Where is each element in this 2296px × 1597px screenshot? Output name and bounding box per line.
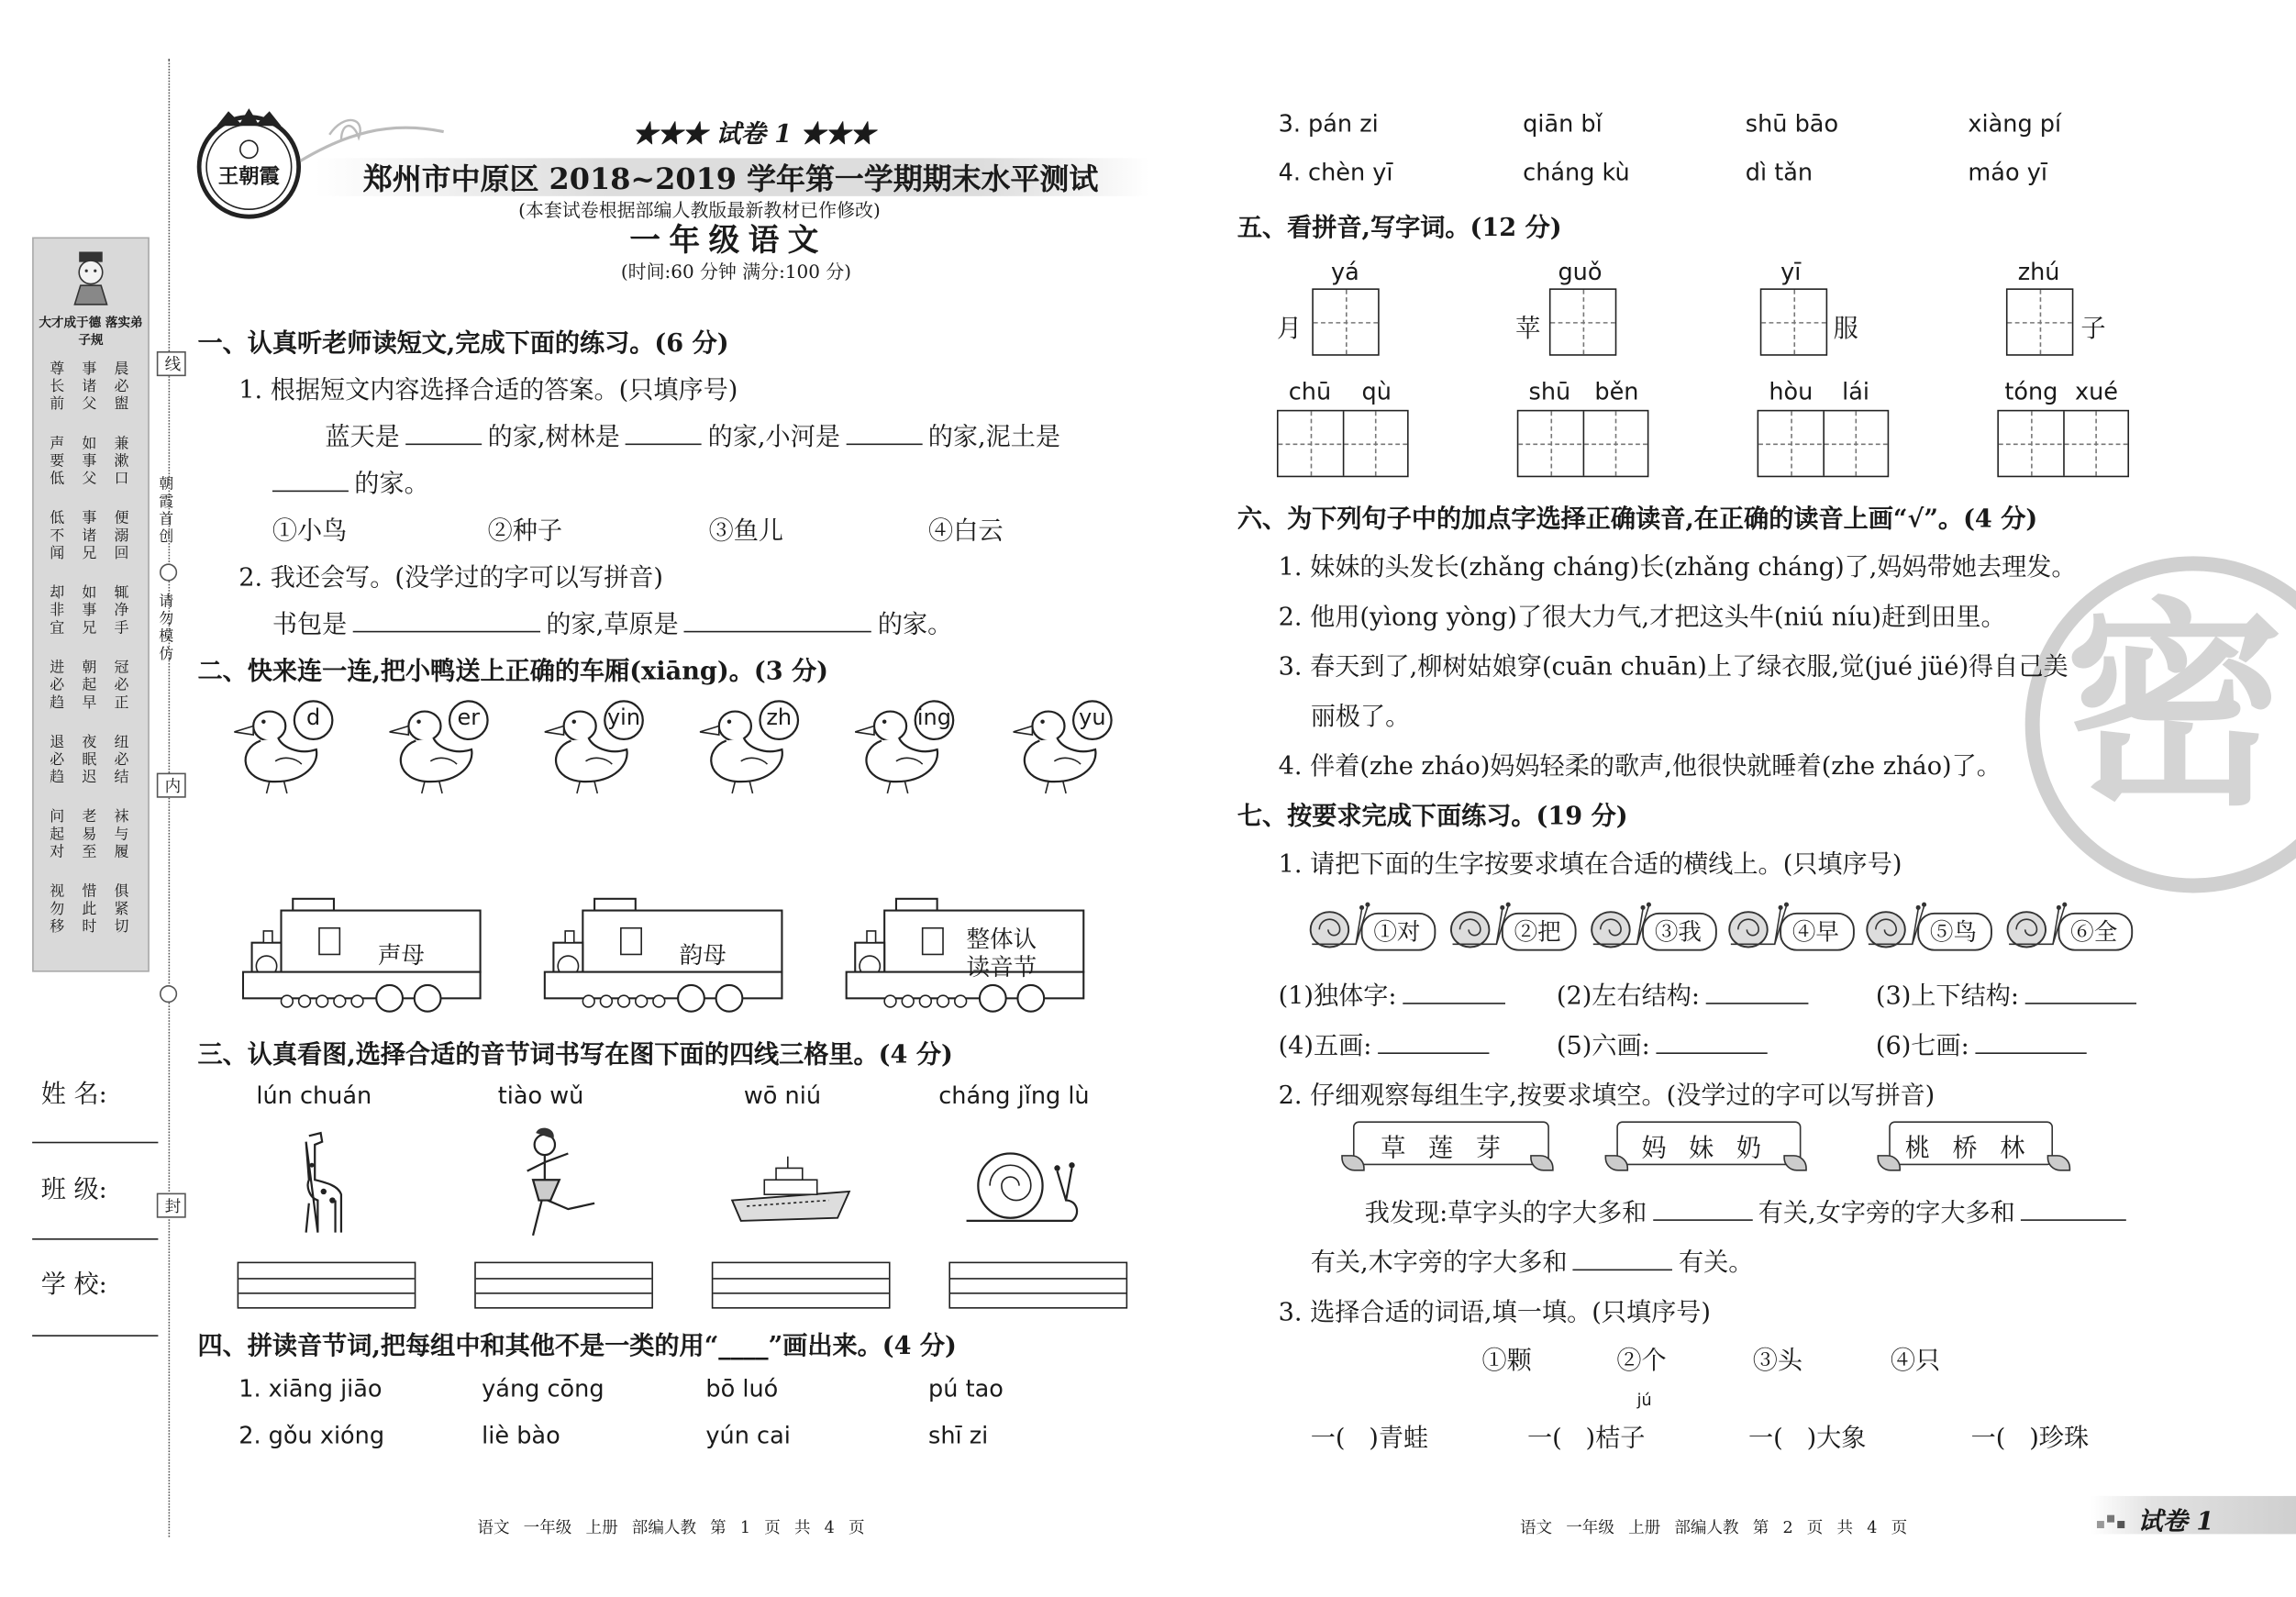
test-badge: ★★★ 试卷 1 ★★★ [632,119,875,150]
snail-char-card [1584,894,1719,953]
tian-grid-double[interactable] [1277,410,1409,477]
s5-double-py-a: chū [1288,377,1332,406]
motto-verse: 问 起 对 [50,809,65,861]
badge-squares-icon [2097,1508,2129,1537]
train-car[interactable] [238,896,486,1016]
motto-verse: 俱 紧 切 [114,883,129,936]
motto-verse: 晨 必 盥 [114,361,129,414]
duck[interactable] [852,697,970,797]
snail-char-label: ②把 [1514,917,1561,946]
s1-sentence-b [272,462,429,499]
writing-lines[interactable] [238,1262,416,1309]
section-6-title: 六、为下列句子中的加点字选择正确读音,在正确的读音上画“√”。(4 分) [1237,505,2038,535]
motto-verse: 进 必 趋 [50,660,65,712]
text: (3)上下结构: [1875,981,2019,1012]
motto-verse: 辄 净 手 [114,585,129,638]
snail-char-label: ⑥全 [2070,917,2118,946]
leaf-icon [1783,1149,1807,1179]
class-field-label: 班 级: [40,1175,107,1205]
motto-verse: 袜 与 履 [114,809,129,861]
s4-r4-c3[interactable]: dì tǎn [1745,158,1814,186]
s4-r1-c3[interactable]: bō luó [705,1374,779,1403]
snail-char-label: ⑤鸟 [1929,917,1978,946]
logo-text: 王朝霞 [217,165,280,189]
s7-question-1: 1. 请把下面的生字按要求填在合适的横线上。(只填序号) [1278,850,1902,881]
section-4-title: 四、拼读音节词,把每组中和其他不是一类的用“____”画出来。(4 分) [197,1332,957,1362]
left-footer: 语文 一年级 上册 部编人教 第 1 页 共 4 页 [477,1517,865,1537]
time-score: (时间:60 分钟 满分:100 分) [620,261,852,283]
vertical-note-1: 朝霞首创 [155,475,172,547]
s5-pinyin: yá [1331,257,1359,286]
motto-panel [32,238,150,972]
answer-blank[interactable] [1975,1029,2086,1054]
s4-r2-c3[interactable]: yún cai [705,1421,791,1449]
snail-char-label: ④早 [1791,917,1839,946]
train-car-label: 韵母 [679,941,727,970]
snail-char-card [1444,894,1579,953]
tian-grid-box[interactable] [1760,288,1827,355]
snail-char-card [2001,894,2135,953]
fill-1[interactable]: 一( )青蛙 [1310,1424,1429,1454]
s5-pre-char: 苹 [1515,315,1541,345]
page-badge-label: 试卷 1 [2137,1507,2214,1537]
answer-blank[interactable] [1656,1029,1767,1054]
s4-r3-c2[interactable]: qiān bǐ [1523,109,1603,139]
motto-verse: 如 事 父 [82,436,97,488]
s7-cat-5 [1557,1025,1773,1061]
tian-grid-double[interactable] [1758,410,1890,477]
s7-cat-1 [1279,975,1512,1012]
train-car-label: 声母 [377,941,425,970]
s4-r3-c4[interactable]: xiàng pí [1968,109,2062,139]
text: 的家,草原是 [546,610,679,640]
seal-label-3: 封 [157,1193,186,1218]
text: 的家,树林是 [487,423,620,453]
section-5-title: 五、看拼音,写字词。(12 分) [1237,213,1562,243]
writing-lines[interactable] [712,1262,891,1309]
motto-verse: 老 易 至 [82,809,97,861]
text: 书包是 [272,610,348,640]
motto-verse: 低 不 闻 [50,510,65,562]
motto-verse: 如 事 兄 [82,585,97,638]
seal-watermark-text: 密 [2064,578,2285,837]
s4-r3-c3[interactable]: shū bāo [1745,109,1839,139]
section-2-title: 二、快来连一连,把小鸭送上正确的车厢(xiāng)。(3 分) [197,657,829,687]
s4-r2-c2[interactable]: liè bào [482,1421,560,1449]
writing-lines[interactable] [948,1262,1127,1309]
measure-4: ④只 [1890,1347,1941,1377]
seal-label-2: 内 [157,773,186,798]
section-1-title: 一、认真听老师读短文,完成下面的练习。(6 分) [197,329,729,359]
exam-subtitle: (本套试卷根据部编人教版最新教材已作修改) [518,199,881,221]
char-group-text: 桃 桥 林 [1904,1134,2033,1164]
s7-find-b [1311,1241,1754,1278]
text: 的家,小河是 [707,423,840,453]
s5-double-py-b: běn [1594,377,1639,406]
section-3-title: 三、认真看图,选择合适的音节词书写在图下面的四线三格里。(4 分) [197,1040,953,1070]
snail-char-card [1722,894,1857,953]
motto-verse: 朝 起 早 [82,660,97,712]
seal-label-1: 线 [157,351,186,376]
duck-label: yu [1079,704,1106,731]
s7-cat-6 [1876,1025,2092,1061]
text: 的家。 [877,610,953,640]
answer-blank[interactable] [272,467,349,492]
text: (5)六画: [1556,1032,1650,1061]
name-field-line[interactable] [32,1142,158,1144]
scholar-cartoon-icon [66,250,116,306]
section-7-title: 七、按要求完成下面练习。(19 分) [1237,802,1628,832]
leaf-icon [1530,1149,1554,1179]
s5-double-py-b: qù [1361,377,1392,406]
snail-char-label: ①对 [1373,917,1421,946]
answer-blank[interactable] [626,420,702,445]
s3-word-2: tiào wǔ [497,1081,584,1110]
text: 的家。 [354,470,429,500]
char-group-box [1889,1121,2053,1165]
leaf-icon [2047,1149,2071,1179]
margin-circle-icon [160,985,177,1003]
s5-double-py-b: lái [1842,377,1870,406]
answer-blank[interactable] [1378,1029,1489,1054]
answer-blank[interactable] [1653,1196,1753,1221]
motto-verse: 尊 长 前 [50,361,65,414]
motto-verse: 事 诸 父 [82,361,97,414]
text: 的家,泥土是 [927,423,1061,453]
duck[interactable] [231,697,349,797]
tian-grid-double[interactable] [1517,410,1649,477]
s6-line-2[interactable]: 2. 他用(yìong yòng)了很大力气,才把这头牛(niú níu)赶到田里。 [1278,603,2006,633]
publisher-logo [191,105,308,223]
text: (2)左右结构: [1556,981,1701,1012]
text: 蓝天是 [325,423,400,453]
tian-grid-box[interactable] [1549,288,1616,355]
snail-char-label: ③我 [1654,917,1702,946]
motto-verse: 兼 漱 口 [114,436,129,488]
motto-verse: 声 要 低 [50,436,65,488]
s1-option-2: ②种子 [487,516,562,547]
motto-verse: 却 非 宜 [50,585,65,638]
answer-blank[interactable] [1705,980,1808,1004]
text: (4)五画: [1278,1032,1372,1061]
test-badge-label: 试卷 1 [715,119,793,150]
ju-annotation: jú [1636,1391,1652,1410]
leaf-icon [1877,1149,1901,1179]
text: (6)七画: [1875,1032,1969,1061]
s7-find-a [1365,1192,2133,1228]
s5-double-py-a: tóng [2004,377,2058,406]
motto-verse: 惜 此 时 [82,883,97,936]
tian-grid-double[interactable] [1997,410,2129,477]
ship-icon [727,1157,859,1237]
s7-cat-4 [1279,1025,1495,1061]
s4-r4-c2[interactable]: cháng kù [1523,158,1630,186]
s3-word-1: lún chuán [256,1081,372,1110]
s4-r4-c4[interactable]: máo yī [1968,158,2047,186]
answer-blank[interactable] [1573,1246,1673,1270]
margin-circle-icon [160,563,177,581]
duck[interactable] [697,697,815,797]
s1-sentence-c [272,603,952,639]
s1-sentence-a [325,416,1060,452]
exam-title: 郑州市中原区 2018~2019 学年第一学期期末水平测试 [362,161,1099,196]
s5-pre-char: 月 [1276,315,1303,345]
s5-post-char: 子 [2080,315,2106,345]
answer-blank[interactable] [846,420,922,445]
s6-line-4[interactable]: 4. 伴着(zhe zháo)妈妈轻柔的歌声,他很快就睡着(zhe zháo)了。 [1278,752,2002,782]
vertical-note-2: 请勿模仿 [155,593,172,663]
char-group-box [1353,1121,1549,1165]
char-group-text: 草 莲 芽 [1381,1134,1508,1164]
duck-label: yin [607,704,641,731]
tian-grid-box[interactable] [2006,288,2073,355]
char-group-box [1616,1121,1801,1165]
duck-label: zh [766,704,793,731]
s6-line-3[interactable]: 3. 春天到了,柳树姑娘穿(cuān chuān)上了绿衣服,觉(jué jüé)得自己美 [1278,652,2069,682]
s5-double-py-a: hòu [1769,377,1814,406]
s7-cat-3 [1876,975,2142,1012]
train-car[interactable] [538,896,787,1016]
s1-option-1: ①小鸟 [272,516,348,547]
grade-subject: 一年级语文 [629,220,827,258]
train-car[interactable] [840,896,1089,1016]
snail-char-card [1303,894,1438,953]
s4-r1-c4[interactable]: pú tao [928,1374,1004,1403]
snail-char-card [1859,894,1994,953]
motto-verse: 纽 必 结 [114,735,129,786]
class-field-line[interactable] [32,1238,158,1240]
s4-r1-c1[interactable]: 1. xiāng jiāo [238,1374,383,1403]
measure-1: ①颗 [1481,1347,1532,1377]
s7-cat-2 [1557,975,1814,1012]
motto-verse: 视 勿 移 [50,883,65,936]
giraffe-icon [283,1127,356,1246]
text: 有关,木字旁的字大多和 [1310,1248,1568,1279]
school-field-label: 学 校: [40,1270,107,1301]
s5-post-char: 服 [1833,315,1858,345]
s1-question-1: 1. 根据短文内容选择合适的答案。(只填序号) [238,376,738,406]
text: 有关。 [1679,1248,1754,1279]
motto-verse: 事 诸 兄 [82,510,97,562]
s6-line-3b: 丽极了。 [1310,702,1411,732]
s4-r3-c1[interactable]: 3. pán zi [1278,109,1379,139]
duck[interactable] [386,697,504,797]
dancer-icon [510,1127,604,1246]
fill-2[interactable]: 一( )桔子 [1526,1424,1646,1454]
fill-3[interactable]: 一( )大象 [1747,1424,1867,1454]
measure-3: ③头 [1752,1347,1803,1377]
answer-blank[interactable] [684,607,871,632]
s3-word-3: wō niú [743,1081,822,1110]
answer-blank[interactable] [2021,1196,2126,1221]
text: (1)独体字: [1278,981,1397,1012]
s4-r2-c1[interactable]: 2. gǒu xióng [238,1421,385,1449]
s4-r4-c1[interactable]: 4. chèn yī [1278,158,1393,186]
s5-double-py-a: shū [1528,377,1571,406]
s7-question-3: 3. 选择合适的词语,填一填。(只填序号) [1278,1298,1711,1328]
motto-text: 大才成于德 落实弟子规 [39,316,143,349]
answer-blank[interactable] [2024,980,2135,1004]
motto-verse: 夜 眠 迟 [82,735,97,786]
duck[interactable] [542,697,660,797]
snail-icon [960,1150,1083,1237]
text: 有关,女字旁的字大多和 [1758,1198,2015,1228]
motto-verse: 冠 必 正 [114,660,129,712]
motto-verse: 便 溺 回 [114,510,129,562]
s4-r2-c4[interactable]: shī zi [928,1421,989,1449]
answer-blank[interactable] [353,607,540,632]
right-footer: 语文 一年级 上册 部编人教 第 2 页 共 4 页 [1519,1517,1908,1537]
duck-label: ing [916,704,951,731]
measure-2: ②个 [1616,1347,1667,1377]
char-group-text: 妈 妹 奶 [1641,1134,1769,1164]
motto-verse: 退 必 趋 [50,735,65,786]
s4-r1-c2[interactable]: yáng cōng [482,1374,605,1403]
leaf-icon [1605,1149,1629,1179]
name-field-label: 姓 名: [40,1080,107,1110]
s1-question-2: 2. 我还会写。(没学过的字可以写拼音) [238,563,663,593]
train-car-label: 整体认读音节 [966,925,1037,981]
s3-word-4: cháng jǐng lù [938,1081,1090,1110]
s5-pinyin: yī [1780,257,1802,286]
duck[interactable] [1010,697,1127,797]
school-field-line[interactable] [32,1335,158,1336]
answer-blank[interactable] [1403,980,1505,1004]
s5-double-py-b: xué [2074,377,2118,406]
s6-line-1[interactable]: 1. 妹妹的头发长(zhǎng cháng)长(zhǎng cháng)了,妈妈带她去理发。 [1278,553,2077,583]
duck-label: d [306,704,321,731]
answer-blank[interactable] [405,420,482,445]
tian-grid-box[interactable] [1312,288,1379,355]
s5-pinyin: guǒ [1558,257,1603,286]
fill-4[interactable]: 一( )珍珠 [1970,1424,2090,1454]
s5-pinyin: zhú [2017,257,2060,286]
text: 我发现:草字头的字大多和 [1364,1198,1647,1228]
s1-option-4: ④白云 [928,516,1004,547]
writing-lines[interactable] [474,1262,653,1309]
s7-question-2: 2. 仔细观察每组生字,按要求填空。(没学过的字可以写拼音) [1278,1081,1936,1112]
leaf-icon [1341,1149,1365,1179]
duck-label: er [457,704,481,731]
s1-option-3: ③鱼儿 [708,516,784,547]
